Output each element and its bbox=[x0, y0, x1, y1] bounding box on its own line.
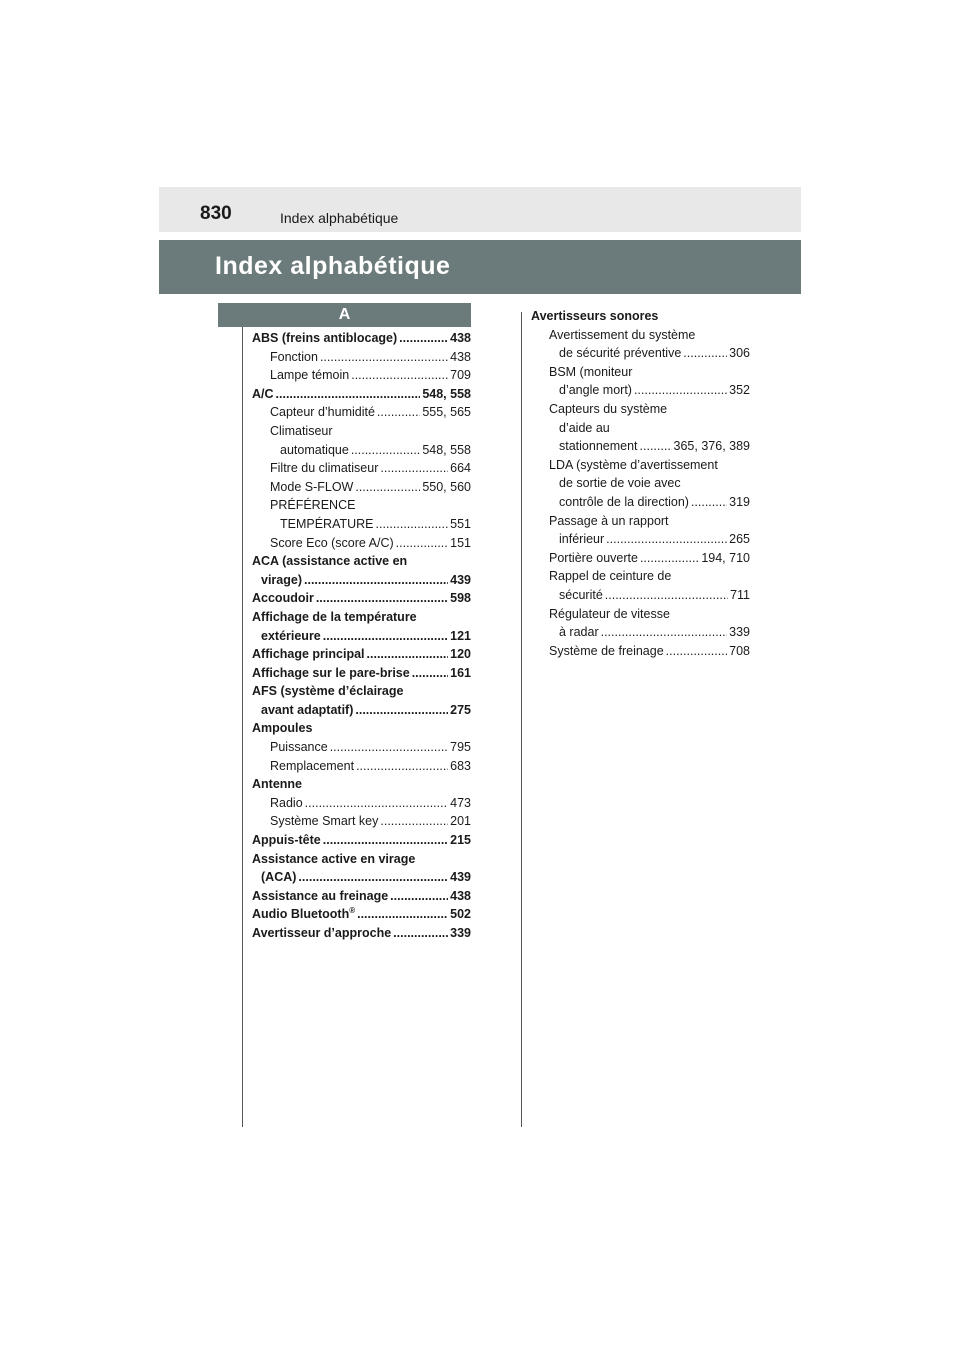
index-entry-text: Avertissement du système bbox=[549, 327, 696, 342]
dot-leader bbox=[355, 478, 420, 497]
dot-leader bbox=[367, 645, 449, 664]
index-entry bbox=[252, 794, 471, 813]
index-entry-text: automatique bbox=[280, 442, 349, 457]
index-entry-text: Assistance au freinage bbox=[252, 888, 389, 903]
index-entry bbox=[531, 326, 750, 345]
index-entry-text: ACA (assistance active en bbox=[252, 554, 408, 569]
index-entry-text: Système de freinage bbox=[549, 643, 664, 658]
index-entry bbox=[252, 329, 471, 348]
dot-leader bbox=[323, 627, 448, 646]
dot-leader bbox=[305, 794, 448, 813]
index-entry bbox=[531, 400, 750, 419]
page-reference: 555, 565 bbox=[422, 405, 471, 420]
index-entry bbox=[252, 552, 471, 571]
index-entry bbox=[252, 664, 471, 683]
index-entry-text: A/C bbox=[252, 386, 274, 401]
index-entry bbox=[531, 586, 750, 605]
column-rule-left bbox=[242, 327, 243, 1127]
index-entry bbox=[531, 605, 750, 624]
index-entry-text: TEMPÉRATURE bbox=[280, 516, 374, 531]
page-reference: 265 bbox=[729, 532, 750, 547]
index-entry bbox=[252, 589, 471, 608]
index-entry bbox=[531, 437, 750, 456]
index-entry bbox=[531, 512, 750, 531]
index-entry-text: Portière ouverte bbox=[549, 550, 638, 565]
index-entry bbox=[252, 645, 471, 664]
page-reference: 215 bbox=[450, 833, 471, 848]
registered-mark: ® bbox=[349, 906, 356, 916]
index-entry bbox=[531, 623, 750, 642]
index-entry-text: sécurité bbox=[559, 587, 603, 602]
index-entry bbox=[531, 381, 750, 400]
page-reference: 473 bbox=[450, 795, 471, 810]
page-reference: 438 bbox=[450, 349, 471, 364]
dot-leader bbox=[276, 385, 421, 404]
index-entry-text: LDA (système d’avertissement bbox=[549, 457, 718, 472]
page-reference: 438 bbox=[450, 331, 471, 345]
dot-leader bbox=[298, 868, 448, 887]
page-reference: 194, 710 bbox=[701, 550, 750, 565]
page-reference: 120 bbox=[450, 647, 471, 662]
index-entry bbox=[252, 757, 471, 776]
index-entry bbox=[531, 419, 750, 438]
dot-leader bbox=[330, 738, 448, 757]
index-entry bbox=[531, 344, 750, 363]
page-reference: 319 bbox=[729, 494, 750, 509]
dot-leader bbox=[683, 344, 727, 363]
index-entry bbox=[531, 530, 750, 549]
index-entry bbox=[252, 608, 471, 627]
page-reference: 275 bbox=[450, 702, 471, 717]
page-reference: 121 bbox=[450, 628, 471, 643]
index-entry bbox=[531, 493, 750, 512]
index-entry bbox=[252, 868, 471, 887]
page-reference: 438 bbox=[450, 888, 471, 903]
dot-leader bbox=[390, 887, 448, 906]
index-entry-text: AFS (système d’éclairage bbox=[252, 684, 404, 699]
index-entry bbox=[531, 642, 750, 661]
page-reference: 151 bbox=[450, 535, 471, 550]
page-reference: 306 bbox=[729, 346, 750, 361]
index-entry-text: BSM (moniteur bbox=[549, 364, 633, 379]
index-entry-text: Rappel de ceinture de bbox=[549, 569, 672, 584]
index-entry-text: de sécurité préventive bbox=[559, 346, 682, 361]
index-entry-text: Assistance active en virage bbox=[252, 851, 416, 866]
page-reference: 598 bbox=[450, 591, 471, 606]
index-entry bbox=[531, 567, 750, 586]
index-entry-text: Système Smart key bbox=[270, 814, 379, 829]
index-column-left bbox=[252, 329, 471, 943]
page-reference: 664 bbox=[450, 461, 471, 476]
page-reference: 352 bbox=[729, 383, 750, 398]
page-reference: 339 bbox=[450, 926, 471, 940]
dot-leader bbox=[355, 701, 448, 720]
index-entry-text: Puissance bbox=[270, 740, 328, 755]
dot-leader bbox=[357, 905, 448, 924]
index-entry bbox=[252, 738, 471, 757]
running-title: Index alphabétique bbox=[280, 210, 399, 226]
dot-leader bbox=[399, 329, 448, 348]
page-reference: 161 bbox=[450, 665, 471, 680]
index-entry-text: Affichage principal bbox=[252, 647, 365, 662]
index-entry-text: PRÉFÉRENCE bbox=[270, 498, 356, 513]
index-entry-text: Capteurs du système bbox=[549, 401, 668, 416]
index-entry bbox=[252, 478, 471, 497]
index-entry-text: contrôle de la direction) bbox=[559, 494, 689, 509]
index-entry-text: Ampoules bbox=[252, 721, 313, 736]
column-rule-right bbox=[521, 312, 522, 1127]
index-entry bbox=[252, 924, 471, 943]
index-entry bbox=[252, 627, 471, 646]
index-entry bbox=[531, 549, 750, 568]
index-entry-text: Avertisseurs sonores bbox=[531, 309, 659, 323]
index-entry bbox=[252, 459, 471, 478]
index-entry-text: Passage à un rapport bbox=[549, 513, 669, 528]
page-reference: 502 bbox=[450, 907, 471, 922]
index-entry-text: Régulateur de vitesse bbox=[549, 606, 670, 621]
index-entry bbox=[531, 474, 750, 493]
dot-leader bbox=[356, 757, 448, 776]
page-reference: 711 bbox=[730, 587, 750, 602]
page-reference: 795 bbox=[450, 740, 471, 755]
dot-leader bbox=[606, 530, 727, 549]
dot-leader bbox=[304, 571, 448, 590]
dot-leader bbox=[380, 459, 448, 478]
index-entry bbox=[531, 363, 750, 382]
index-entry bbox=[252, 719, 471, 738]
dot-leader bbox=[601, 623, 728, 642]
index-entry-text: Appuis-tête bbox=[252, 833, 321, 848]
dot-leader bbox=[691, 493, 727, 512]
dot-leader bbox=[320, 348, 448, 367]
dot-leader bbox=[640, 437, 672, 456]
index-entry bbox=[252, 515, 471, 534]
page-reference: 709 bbox=[450, 368, 471, 383]
index-entry-text: Antenne bbox=[252, 777, 302, 792]
page-reference: 339 bbox=[729, 625, 750, 640]
dot-leader bbox=[412, 664, 448, 683]
header-bar bbox=[159, 187, 801, 232]
index-entry bbox=[252, 534, 471, 553]
page-number: 830 bbox=[200, 203, 232, 224]
index-entry bbox=[531, 456, 750, 475]
index-entry-text: stationnement bbox=[559, 439, 638, 454]
index-entry bbox=[252, 366, 471, 385]
index-entry-text: inférieur bbox=[559, 532, 605, 547]
index-entry bbox=[252, 905, 471, 924]
dot-leader bbox=[316, 589, 448, 608]
index-entry-text: Mode S-FLOW bbox=[270, 479, 354, 494]
index-entry-text: avant adaptatif) bbox=[261, 702, 354, 717]
page-reference: 201 bbox=[450, 814, 471, 829]
index-entry-text: extérieure bbox=[261, 628, 321, 643]
dot-leader bbox=[666, 642, 727, 661]
dot-leader bbox=[377, 403, 420, 422]
page-reference: 439 bbox=[450, 870, 471, 885]
index-entry bbox=[531, 307, 750, 326]
index-entry bbox=[252, 496, 471, 515]
index-entry bbox=[252, 571, 471, 590]
index-entry-text: Capteur d’humidité bbox=[270, 405, 375, 420]
page-reference: 548, 558 bbox=[422, 386, 471, 401]
index-entry bbox=[252, 348, 471, 367]
index-entry bbox=[252, 887, 471, 906]
dot-leader bbox=[605, 586, 728, 605]
index-entry-text: Climatiseur bbox=[270, 423, 333, 438]
index-entry-text: Score Eco (score A/C) bbox=[270, 535, 394, 550]
index-entry-text: Affichage sur le pare-brise bbox=[252, 665, 410, 680]
index-entry bbox=[252, 385, 471, 404]
dot-leader bbox=[351, 441, 421, 460]
index-entry-text: Avertisseur d’approche bbox=[252, 926, 392, 940]
section-title: Index alphabétique bbox=[215, 252, 451, 280]
dot-leader bbox=[640, 549, 699, 568]
dot-leader bbox=[380, 812, 448, 831]
dot-leader bbox=[396, 534, 448, 553]
index-entry-text: Fonction bbox=[270, 349, 318, 364]
letter-tab: A bbox=[218, 303, 471, 327]
dot-leader bbox=[351, 366, 448, 385]
index-entry bbox=[252, 812, 471, 831]
index-entry-text: d’aide au bbox=[559, 420, 610, 435]
index-entry bbox=[252, 775, 471, 794]
index-entry-text: ABS (freins antiblocage) bbox=[252, 331, 398, 345]
index-entry bbox=[252, 831, 471, 850]
index-column-right bbox=[531, 307, 750, 660]
index-entry bbox=[252, 850, 471, 869]
dot-leader bbox=[376, 515, 449, 534]
dot-leader bbox=[634, 381, 727, 400]
index-entry bbox=[252, 422, 471, 441]
dot-leader bbox=[323, 831, 448, 850]
page-reference: 439 bbox=[450, 572, 471, 587]
index-entry-text: d’angle mort) bbox=[559, 383, 632, 398]
index-entry-text: virage) bbox=[261, 572, 302, 587]
index-entry-text: de sortie de voie avec bbox=[559, 476, 681, 491]
index-entry-text: Affichage de la température bbox=[252, 609, 417, 624]
index-entry bbox=[252, 682, 471, 701]
index-entry-text: Accoudoir bbox=[252, 591, 314, 606]
index-entry-text: Radio bbox=[270, 795, 303, 810]
index-entry bbox=[252, 441, 471, 460]
index-entry-text: Remplacement bbox=[270, 758, 355, 773]
page-reference: 365, 376, 389 bbox=[673, 439, 750, 454]
index-entry bbox=[252, 403, 471, 422]
index-entry-text: Filtre du climatiseur bbox=[270, 461, 379, 476]
page-reference: 550, 560 bbox=[422, 479, 471, 494]
index-entry-text: (ACA) bbox=[261, 870, 297, 885]
index-entry bbox=[252, 701, 471, 720]
page-reference: 708 bbox=[729, 643, 750, 658]
index-entry-text: à radar bbox=[559, 625, 599, 640]
section-title-band bbox=[159, 240, 801, 294]
page-reference: 551 bbox=[450, 516, 471, 531]
index-entry-text: Lampe témoin bbox=[270, 368, 350, 383]
index-entry-text: Audio Bluetooth® bbox=[252, 906, 356, 922]
dot-leader bbox=[393, 924, 448, 943]
page-reference: 683 bbox=[450, 758, 471, 773]
page-reference: 548, 558 bbox=[422, 442, 471, 457]
